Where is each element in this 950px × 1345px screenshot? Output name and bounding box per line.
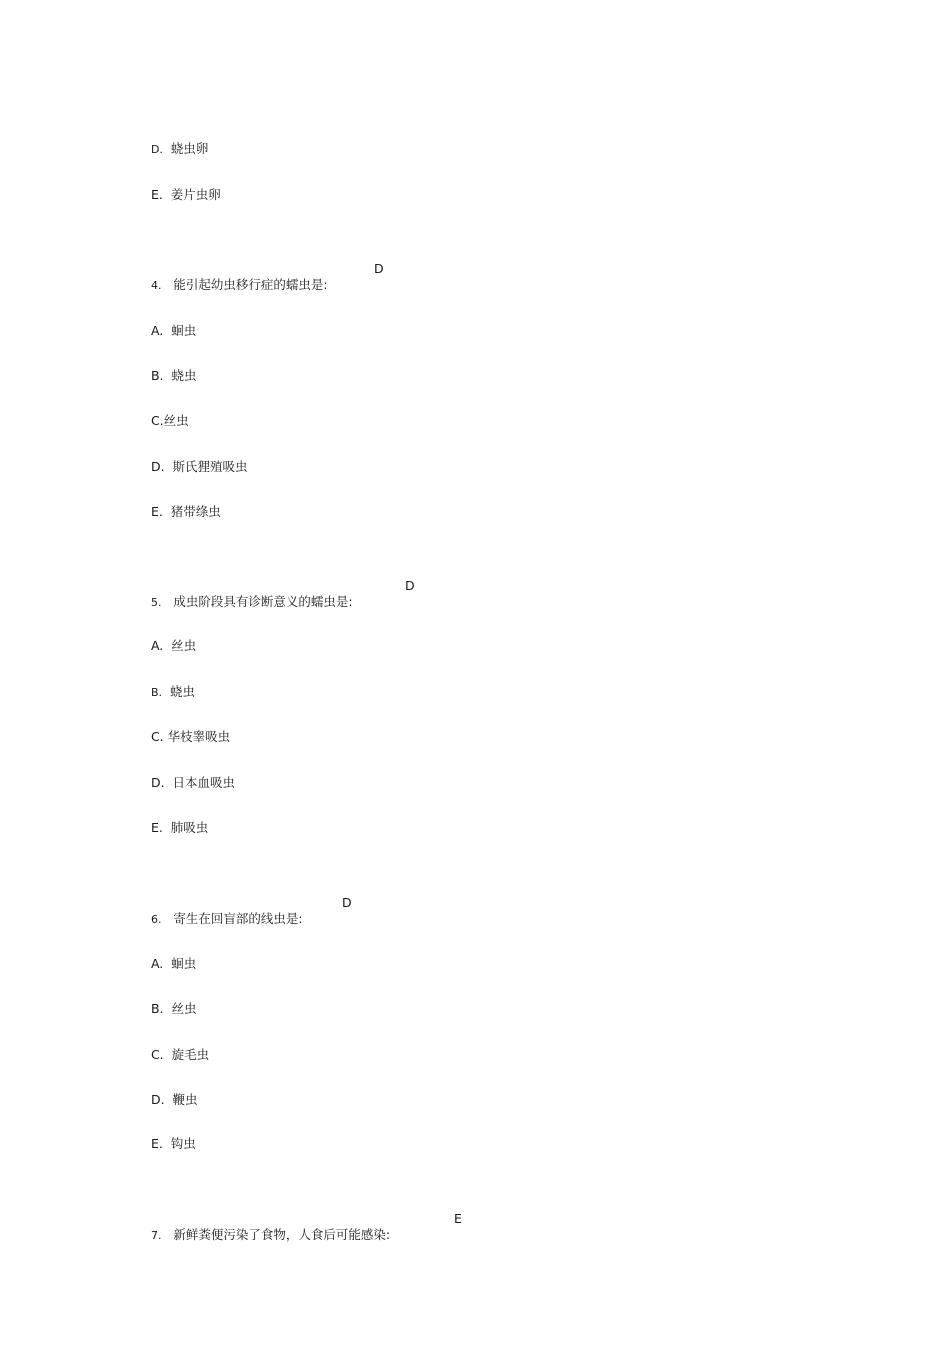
question-stem (143, 261, 328, 294)
option-line (143, 397, 189, 429)
option-label: C. (150, 1047, 164, 1062)
option-line (143, 352, 196, 384)
option-label: B. (150, 1001, 164, 1016)
option-text: 蛲虫 (169, 684, 195, 699)
option-text: 华枝睾吸虫 (167, 729, 231, 744)
option-text: 丝虫 (171, 638, 197, 653)
option-line (143, 985, 196, 1017)
option-text: 钩虫 (170, 1136, 196, 1151)
answer-key: E (454, 1211, 462, 1226)
option-label: A. (150, 638, 164, 653)
option-label: C. (150, 729, 164, 744)
option-line (143, 1031, 209, 1063)
question-number: 4. (150, 279, 162, 292)
answer-key: D (374, 261, 384, 276)
option-label: B. (150, 368, 164, 383)
option-label: C. (150, 413, 164, 428)
option-line (143, 1120, 196, 1152)
option-text: 蛔虫 (171, 956, 197, 971)
option-line (143, 713, 230, 745)
option-label: A. (150, 956, 164, 971)
option-text: 旋毛虫 (171, 1047, 210, 1062)
question-number: 7. (150, 1229, 162, 1242)
option-text: 日本血吸虫 (172, 775, 236, 790)
question-text: 寄生在回盲部的线虫是: (173, 911, 303, 926)
question-stem (143, 578, 353, 611)
option-label: D. (150, 459, 165, 474)
option-line (143, 443, 248, 475)
option-line (143, 171, 221, 203)
question-text: 成虫阶段具有诊断意义的蠕虫是: (173, 594, 353, 609)
question-stem (143, 1211, 390, 1244)
option-text: 蛲虫 (171, 368, 197, 383)
option-line (143, 488, 221, 520)
question-text: 能引起幼虫移行症的蠕虫是: (173, 277, 328, 292)
option-line (143, 125, 208, 158)
option-text: 姜片虫卵 (170, 187, 221, 202)
option-line (143, 622, 196, 654)
option-line (143, 1076, 198, 1108)
option-text: 鞭虫 (172, 1092, 198, 1107)
option-line (143, 759, 235, 791)
option-line (143, 668, 195, 701)
answer-key: D (405, 578, 415, 593)
option-line (143, 307, 196, 339)
option-label: E. (150, 187, 163, 202)
option-text: 丝虫 (163, 413, 189, 428)
option-text: 猪带绦虫 (170, 504, 221, 519)
option-text: 肺吸虫 (170, 820, 209, 835)
option-text: 蛔虫 (171, 323, 197, 338)
option-label: B. (150, 686, 162, 699)
option-text: 丝虫 (171, 1001, 197, 1016)
question-stem (143, 895, 303, 928)
option-label: E. (150, 504, 163, 519)
option-label: D. (150, 775, 165, 790)
question-number: 5. (150, 596, 162, 609)
option-label: A. (150, 323, 164, 338)
option-line (143, 940, 196, 972)
option-label: D. (150, 1092, 165, 1107)
option-text: 斯氏狸殖吸虫 (172, 459, 248, 474)
option-label: E. (150, 1136, 163, 1151)
option-label: D. (150, 143, 163, 156)
question-text: 新鲜粪便污染了食物，人食后可能感染: (173, 1227, 391, 1242)
answer-key: D (342, 895, 352, 910)
option-text: 蛲虫卵 (170, 141, 209, 156)
option-label: E. (150, 820, 163, 835)
question-number: 6. (150, 913, 162, 926)
option-line (143, 804, 208, 836)
